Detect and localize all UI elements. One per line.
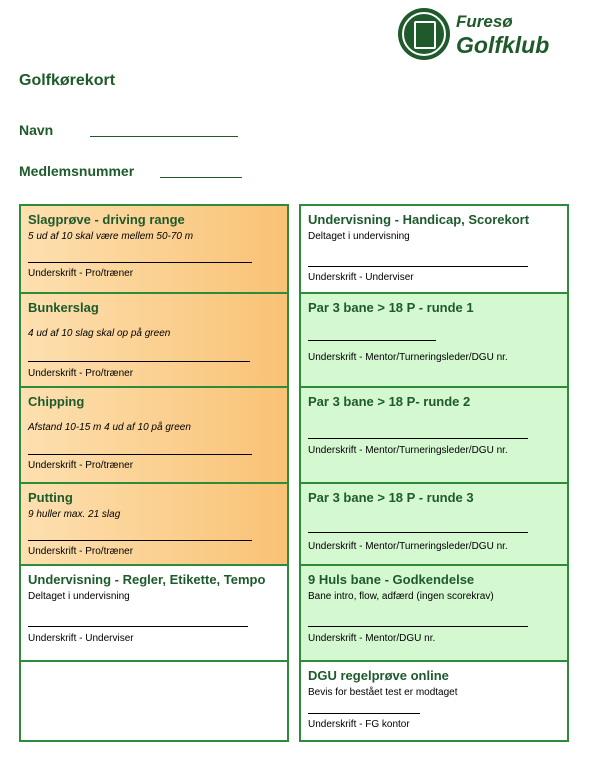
signature-label: Underskrift - Mentor/Turneringsleder/DGU nr. [308,445,508,456]
box-rules-etiquette [21,566,287,662]
box-9-hole-approval [301,566,567,662]
signature-line[interactable] [28,454,252,455]
signature-label: Underskrift - Mentor/Turneringsleder/DGU nr. [308,541,508,552]
box-driving-range [21,206,287,294]
member-number-line[interactable] [160,177,242,178]
member-number-label: Medlemsnummer [19,163,135,179]
signature-line[interactable] [28,540,252,541]
box-description: Deltaget i undervisning [28,591,130,602]
box-heading: Chipping [28,394,85,409]
signature-label: Underskrift - Mentor/Turneringsleder/DGU nr. [308,352,508,363]
signature-line[interactable] [308,713,420,714]
box-description: 5 ud af 10 skal være mellem 50-70 m [28,231,194,242]
box-par3-round-3 [301,484,567,566]
box-dgu-rules-test [301,662,567,740]
box-par3-round-2 [301,388,567,484]
logo-line-1: Furesø [456,12,513,31]
signature-label: Underskrift - Underviser [28,633,134,644]
box-description: Afstand 10-15 m 4 ud af 10 på green [28,422,191,433]
signature-line[interactable] [28,626,248,627]
box-empty [21,662,287,740]
signature-label: Underskrift - FG kontor [308,719,410,730]
signature-label: Underskrift - Pro/træner [28,460,134,471]
signature-line[interactable] [28,361,250,362]
box-heading: Undervisning - Handicap, Scorekort [308,212,530,227]
logo-line-2: Golfklub [456,32,550,58]
box-description: Bane intro, flow, adfærd (ingen scorekrav) [308,591,494,602]
page-title: Golfkørekort [19,72,116,89]
left-column [19,204,289,742]
box-heading: Par 3 bane > 18 P - runde 1 [308,300,474,315]
club-seal-icon [398,8,450,60]
box-putting [21,484,287,566]
box-bunker [21,294,287,388]
signature-label: Underskrift - Pro/træner [28,268,134,279]
box-description: Deltaget i undervisning [308,231,410,242]
signature-line[interactable] [308,626,528,627]
box-heading: Slagprøve - driving range [28,212,185,227]
box-par3-round-1 [301,294,567,388]
box-description: 4 ud af 10 slag skal op på green [28,328,171,339]
signature-line[interactable] [308,266,528,267]
box-heading: DGU regelprøve online [308,668,449,683]
box-heading: Bunkerslag [28,300,99,315]
box-description: 9 huller max. 21 slag [28,509,121,520]
signature-label: Underskrift - Mentor/DGU nr. [308,633,436,644]
box-handicap-scorecard [301,206,567,294]
box-heading: Par 3 bane > 18 P- runde 2 [308,394,471,409]
signature-line[interactable] [308,438,528,439]
name-field[interactable] [19,122,53,138]
box-description: Bevis for bestået test er modtaget [308,687,458,698]
box-heading: Putting [28,490,73,505]
signature-label: Underskrift - Underviser [308,272,414,283]
signature-label: Underskrift - Pro/træner [28,368,134,379]
name-label: Navn [19,122,54,138]
right-column [299,204,569,742]
member-number-field[interactable] [19,163,134,179]
signature-line[interactable] [28,262,252,263]
box-heading: 9 Huls bane - Godkendelse [308,572,475,587]
name-line[interactable] [90,136,238,137]
signature-label: Underskrift - Pro/træner [28,546,134,557]
box-heading: Par 3 bane > 18 P - runde 3 [308,490,474,505]
signature-line[interactable] [308,532,528,533]
signature-line[interactable] [308,340,436,341]
box-heading: Undervisning - Regler, Etikette, Tempo [28,572,266,587]
box-chipping [21,388,287,484]
club-logo [398,8,558,62]
